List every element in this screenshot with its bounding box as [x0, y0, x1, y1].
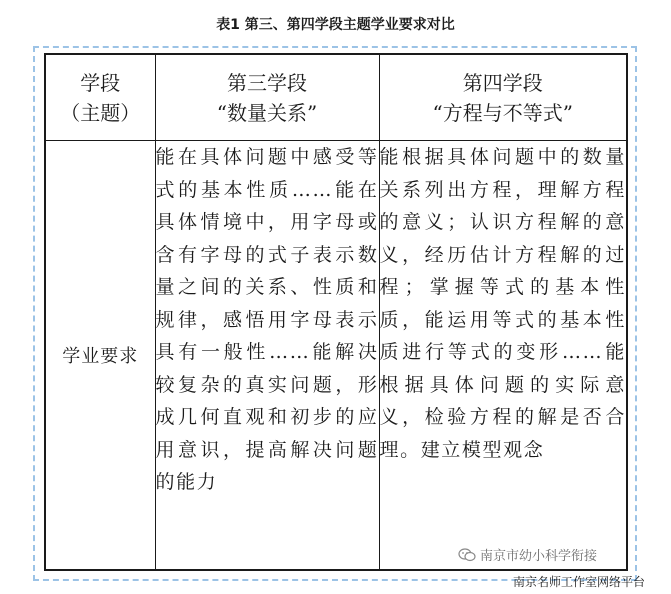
stage3-requirements: 能在具体问题中感受等式的基本性质……能在具体情境中，用字母或含有字母的式子表示数量之间的关系、性质和规律，感悟用字母表示具有一般性……能解决较复杂的真实问题，形成几何直观和初步的应用意识，提高解决问题的能力 [155, 141, 379, 571]
table-header-row [45, 54, 627, 141]
wechat-icon [458, 548, 476, 562]
header-stage4-topic: “方程与不等式” [432, 100, 573, 125]
header-stage3 [155, 54, 379, 141]
header-stage3-title: 第三学段 [227, 70, 307, 95]
header-stage4 [379, 54, 627, 141]
header-stage4-title: 第四学段 [462, 70, 543, 95]
row-label: 学业要求 [45, 141, 155, 571]
source-credit: 南京名师工作室网络平台 [513, 575, 646, 589]
header-topic-label: （主题） [60, 100, 141, 125]
header-stage-label: 学段 [80, 70, 121, 95]
table-caption: 表1 第三、第四学段主题学业要求对比 [216, 17, 455, 33]
header-stage3-topic: “数量关系” [216, 100, 318, 125]
watermark [458, 545, 597, 564]
table-row [45, 141, 627, 571]
requirements-table [44, 53, 628, 571]
watermark-text: 南京市幼小科学衔接 [480, 549, 598, 564]
stage4-requirements: 能根据具体问题中的数量关系列出方程，理解方程的意义；认识方程解的意义，经历估计方程解的过程；掌握等式的基本性质，能运用等式的基本性质进行等式的变形……能根据具体问题的实际意义，检验方程的解是否合理。建立模型观念 [379, 141, 627, 571]
header-stage-topic [45, 54, 155, 141]
